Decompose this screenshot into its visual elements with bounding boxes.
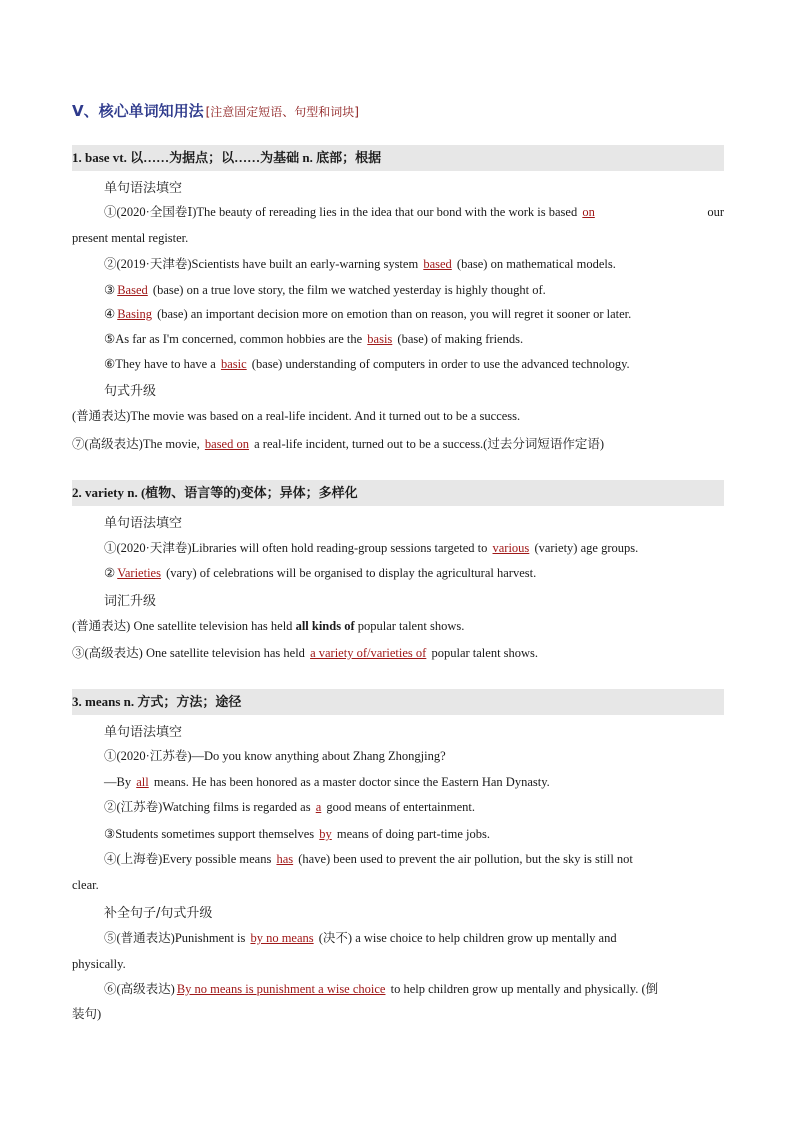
plain-expression: ⑤(普通表达)Punishment is by no means (决不) a wise choice to help children grow up mentally and: [104, 931, 617, 945]
advanced-expression-cont: 装句): [72, 1007, 102, 1021]
exercise-line: ② Varieties (vary) of celebrations will be organised to display the agricultural harvest.: [104, 566, 537, 580]
answer: By no means is punishment a wise choice: [176, 982, 386, 996]
exercise-line-cont: clear.: [72, 878, 99, 892]
subheading-complete-upgrade: 补全句子/句式升级: [104, 906, 213, 921]
plain-expression-cont: physically.: [72, 957, 126, 971]
advanced-expression: ③(高级表达) One satellite television has held a variety of/varieties of popular talent shows.: [72, 646, 539, 660]
exercise-line: ⑤As far as I'm concerned, common hobbies are the basis (base) of making friends.: [104, 332, 524, 346]
answer: Varieties: [117, 566, 161, 580]
subheading-upgrade: 句式升级: [104, 384, 157, 399]
exercise-line: ①(2020·江苏卷)—Do you know anything about Zhang Zhongjing?: [104, 749, 446, 763]
exercise-line: —By all means. He has been honored as a master doctor since the Eastern Han Dynasty.: [104, 775, 550, 789]
plain-expression: (普通表达)The movie was based on a real-life incident. And it turned out to be a success.: [72, 409, 521, 423]
exercise-line-cont: present mental register.: [72, 231, 189, 245]
subheading-fill-blank: 单句语法填空: [104, 516, 183, 531]
section-title: [72, 100, 359, 121]
answer: all: [136, 775, 149, 789]
exercise-line: ③Students sometimes support themselves by means of doing part-time jobs.: [104, 827, 491, 841]
answer: based: [423, 257, 452, 271]
answer: by: [319, 827, 332, 841]
section-title-note: [注意固定短语、句型和词块]: [205, 105, 359, 119]
answer: a variety of/varieties of: [310, 646, 427, 660]
entry-heading-variety: 2. variety n. (植物、语言等的)变体；异体；多样化: [72, 480, 724, 506]
exercise-line: ①(2020·天津卷)Libraries will often hold reading-group sessions targeted to various (variety) age groups.: [104, 541, 639, 555]
exercise-line: ①(2020·全国卷Ⅰ)The beauty of rereading lies in the idea that our bond with the work is based on our: [104, 205, 724, 219]
answer: based on: [204, 437, 249, 451]
answer: basis: [367, 332, 393, 346]
answer: basic: [220, 357, 247, 371]
exercise-line: ④(上海卷)Every possible means has (have) been used to prevent the air pollution, but the sky is still not: [104, 852, 633, 866]
answer: a: [315, 800, 322, 814]
exercise-line: ②(2019·天津卷)Scientists have built an early-warning system based (base) on mathematical models.: [104, 257, 616, 271]
advanced-expression: ⑦(高级表达)The movie, based on a real-life incident, turned out to be a success.(过去分词短语作定语): [72, 437, 605, 451]
entry-heading-base: 1. base vt. 以……为据点；以……为基础 n. 底部；根据: [72, 145, 724, 171]
answer: has: [276, 852, 294, 866]
answer: on: [582, 205, 595, 219]
subheading-vocab-upgrade: 词汇升级: [104, 594, 157, 609]
answer: Based: [117, 283, 148, 297]
answer: Basing: [117, 307, 152, 321]
answer: various: [492, 541, 530, 555]
subheading-fill-blank: 单句语法填空: [104, 181, 183, 196]
subheading-fill-blank: 单句语法填空: [104, 725, 183, 740]
exercise-line: ③ Based (base) on a true love story, the film we watched yesterday is highly thought of.: [104, 283, 546, 297]
plain-expression: (普通表达) One satellite television has held all kinds of popular talent shows.: [72, 619, 465, 633]
entry-heading-means: 3. means n. 方式；方法；途径: [72, 689, 724, 715]
exercise-line: ④ Basing (base) an important decision more on emotion than on reason, you will regret it sooner or later.: [104, 307, 632, 321]
exercise-line: ②(江苏卷)Watching films is regarded as a good means of entertainment.: [104, 800, 475, 814]
advanced-expression: ⑥(高级表达) By no means is punishment a wise choice to help children grow up mentally and physically. (倒: [104, 982, 659, 996]
section-title-main: V、核心单词知用法: [72, 102, 204, 120]
answer: by no means: [250, 931, 314, 945]
exercise-line: ⑥They have to have a basic (base) understanding of computers in order to use the advanced technology.: [104, 357, 630, 371]
